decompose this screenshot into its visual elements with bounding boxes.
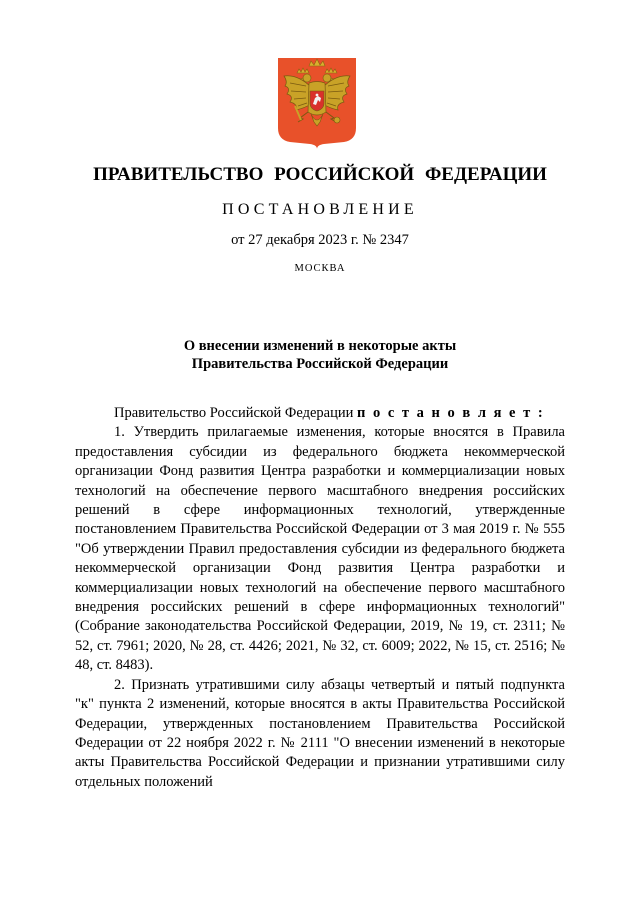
document-city: МОСКВА: [294, 263, 346, 274]
government-title: ПРАВИТЕЛЬСТВО РОССИЙСКОЙ ФЕДЕРАЦИИ: [93, 164, 547, 185]
item-1-paragraph: 1. Утвердить прилагаемые изменения, которые вносятся в Правила предоставления субсидии из федерального бюджета некоммерческой организации Фонд развития Центра разработки и коммерциализации новых технологий на обеспечение первого масштабного внедрения российских решений в сфере информационных технологий, утвержденные постановлением Правительства Российской Федерации от 3 мая 2019 г. № 555 "Об утверждении Правил предоставления субсидии из федерального бюджета некоммерческой организации Фонд развития Центра разработки и коммерциализации новых технологий на обеспечение первого масштабного внедрения российских решений в сфере информационных технологий" (Собрание законодательства Российской Федерации, 2019, № 19, ст. 2311; № 52, ст. 7961; 2020, № 28, ст. 4426; 2021, № 32, ст. 6009; 2022, № 15, ст. 2516; № 48, ст. 8483).: [75, 424, 565, 674]
document-body: [75, 404, 565, 792]
russian-coat-of-arms-icon: [276, 56, 358, 150]
document-date-number: от 27 декабря 2023 г. № 2347: [231, 232, 409, 248]
decree-word: п о с т а н о в л я е т :: [356, 405, 545, 421]
preamble-text: Правительство Российской Федерации: [114, 405, 357, 421]
subject-line-1: О внесении изменений в некоторые акты: [183, 338, 457, 354]
document-subject: [0, 337, 640, 373]
preamble-paragraph: [75, 404, 565, 423]
document-type: ПОСТАНОВЛЕНИЕ: [222, 201, 418, 218]
subject-line-2: Правительства Российской Федерации: [191, 356, 449, 372]
item-2-paragraph: 2. Признать утратившими силу абзацы четвертый и пятый подпункта "к" пункта 2 изменений, которые вносятся в акты Правительства Российской Федерации, утвержденных постановлением Правительства Российской Федерации от 22 ноября 2022 г. № 2111 "О внесении изменений в некоторые акты Правительства Российской Федерации и признании утратившими силу отдельных положений: [75, 676, 565, 790]
